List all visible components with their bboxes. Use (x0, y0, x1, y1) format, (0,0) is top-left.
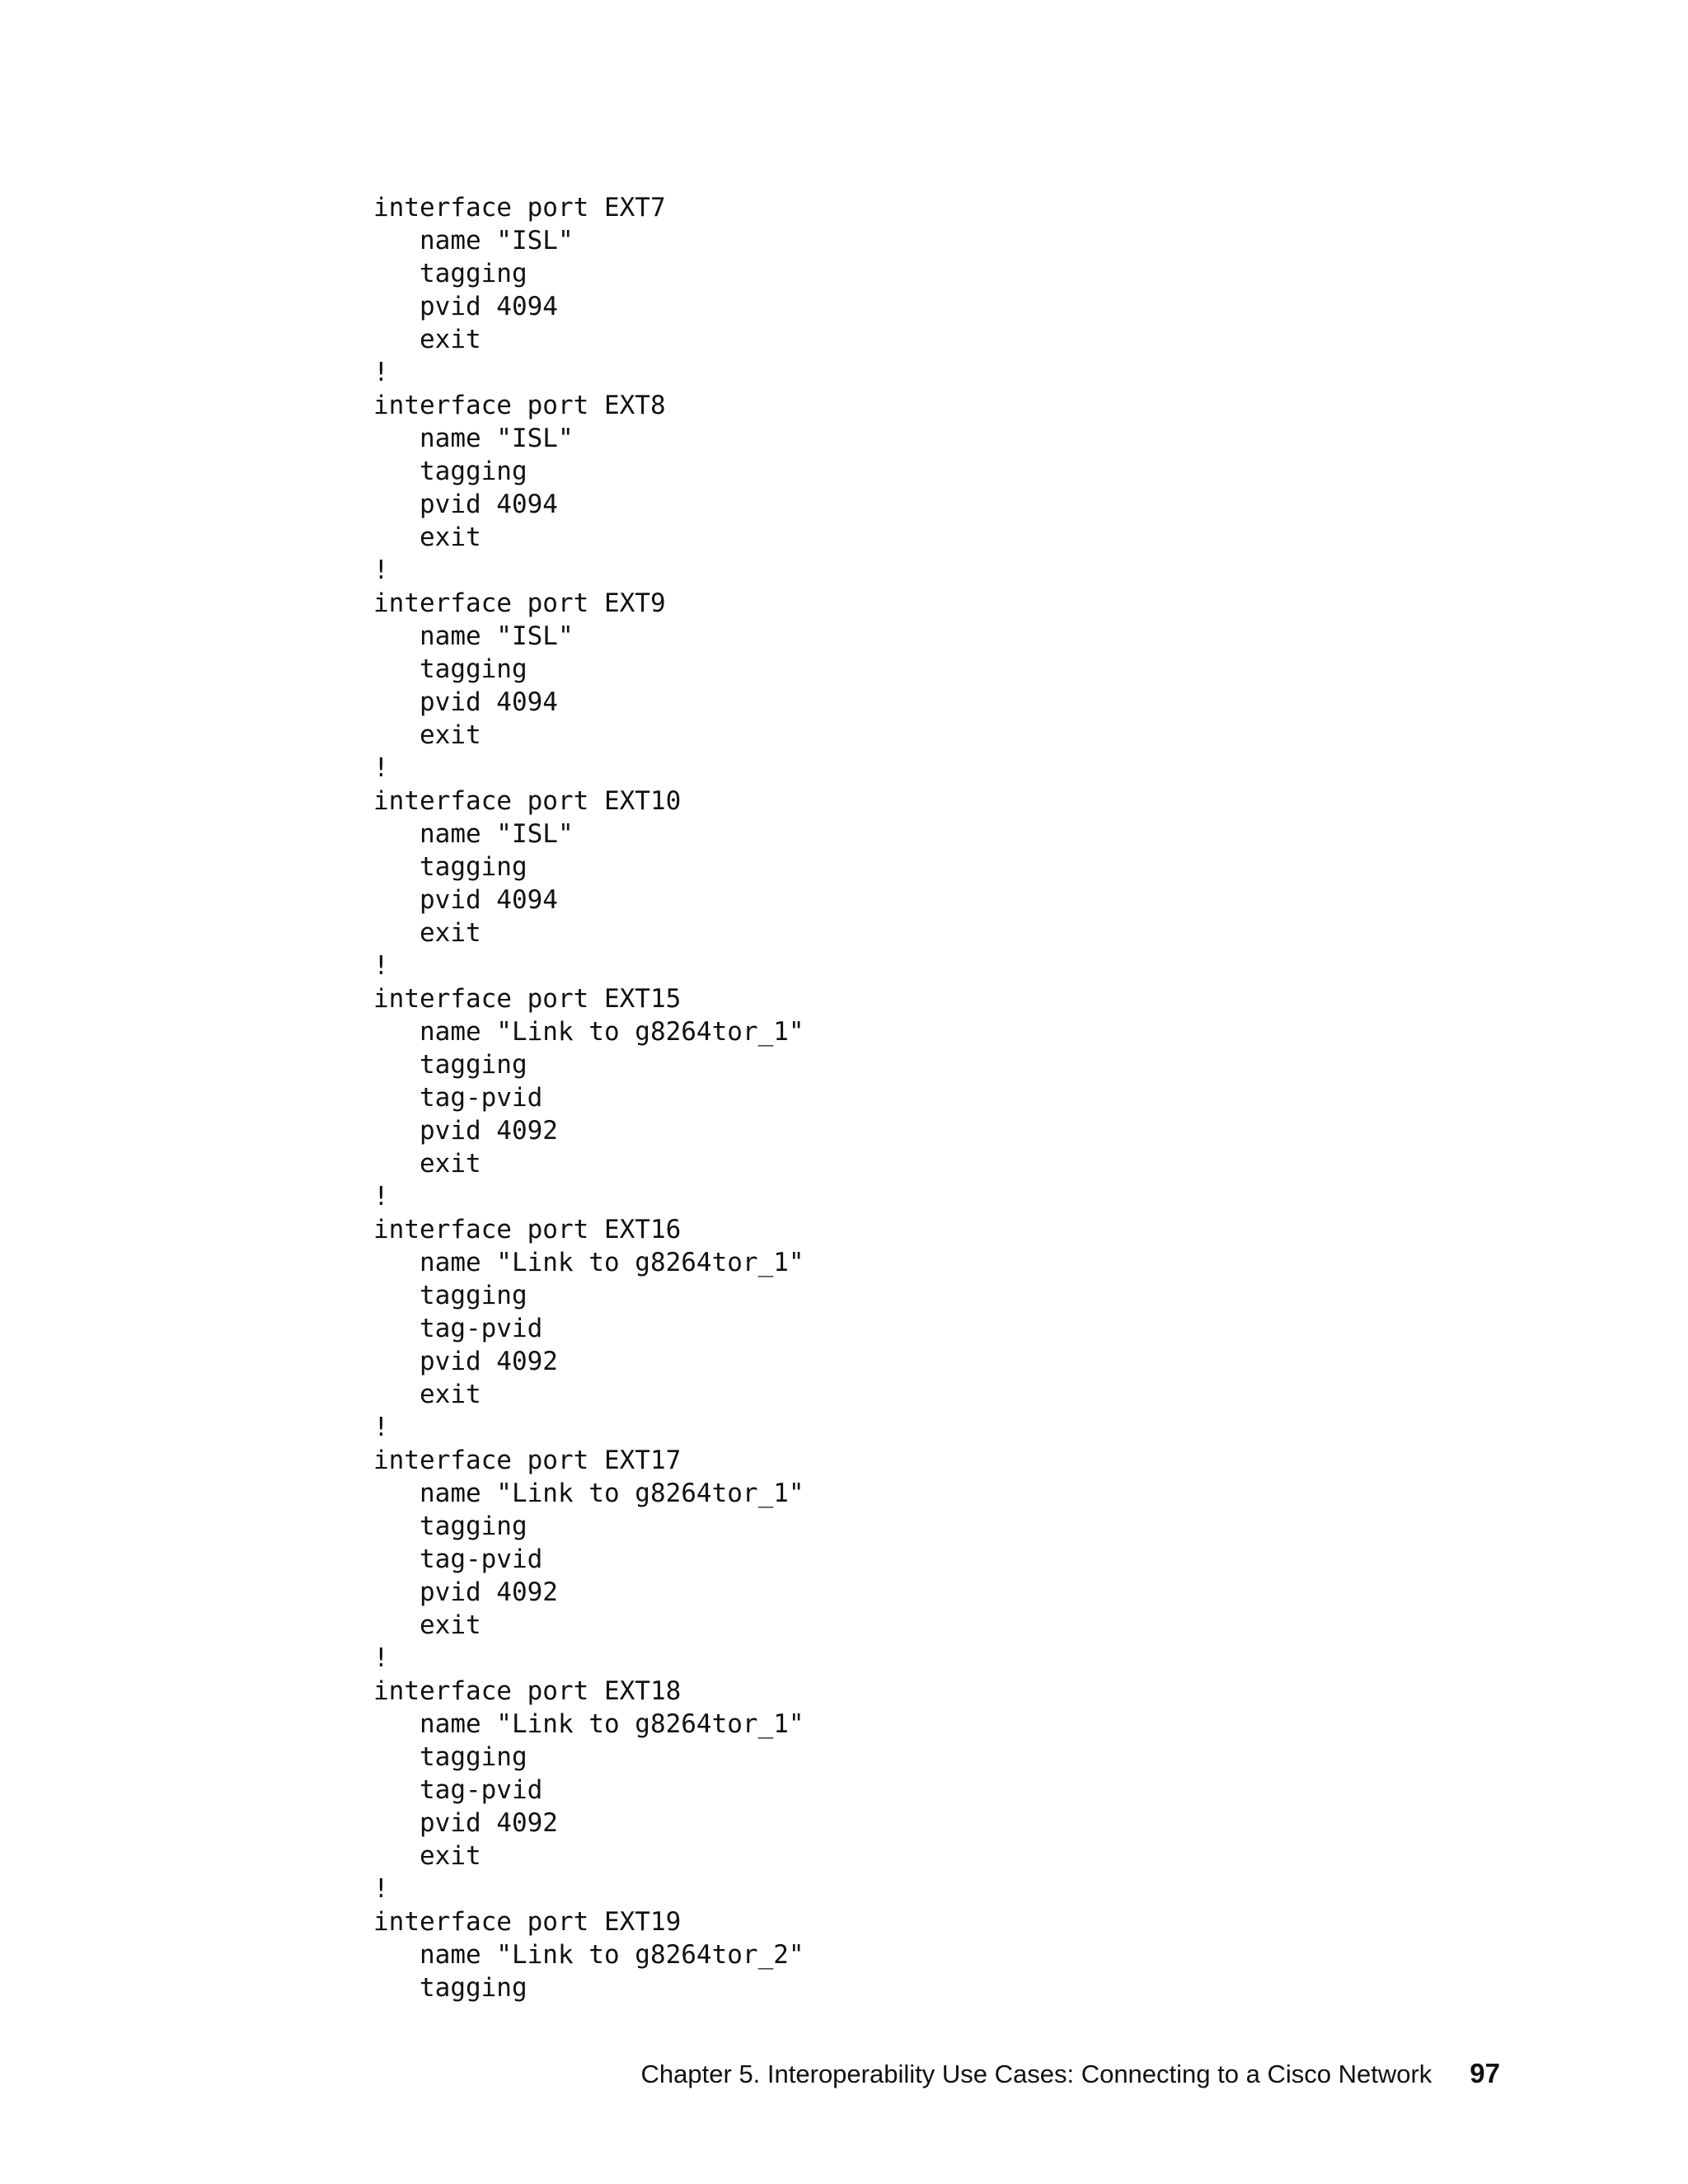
code-line: tag-pvid (373, 1544, 543, 1574)
code-line: ! (373, 1874, 389, 1904)
code-line: interface port EXT17 (373, 1446, 682, 1475)
code-line: ! (373, 555, 389, 585)
code-line: tag-pvid (373, 1314, 543, 1343)
code-line: interface port EXT10 (373, 786, 682, 816)
code-line: interface port EXT16 (373, 1215, 682, 1244)
code-line: tagging (373, 654, 528, 684)
code-line: interface port EXT18 (373, 1676, 682, 1706)
code-line: pvid 4094 (373, 885, 558, 915)
code-line: exit (373, 918, 481, 948)
code-line: ! (373, 1182, 389, 1212)
code-line: pvid 4094 (373, 687, 558, 717)
code-line: tagging (373, 1281, 528, 1310)
code-line: pvid 4092 (373, 1577, 558, 1607)
code-line: interface port EXT7 (373, 193, 666, 223)
code-line: interface port EXT9 (373, 588, 666, 618)
code-line: exit (373, 325, 481, 354)
code-line: pvid 4092 (373, 1116, 558, 1146)
config-code-block (373, 191, 804, 2004)
code-line: name "ISL" (373, 819, 574, 849)
code-line: name "Link to g8264tor_1" (373, 1479, 804, 1508)
code-line: name "Link to g8264tor_1" (373, 1017, 804, 1047)
code-line: ! (373, 1413, 389, 1442)
code-line: interface port EXT15 (373, 984, 682, 1014)
code-line: name "ISL" (373, 424, 574, 453)
code-line: interface port EXT8 (373, 391, 666, 420)
code-line: pvid 4094 (373, 490, 558, 519)
code-line: tag-pvid (373, 1775, 543, 1805)
code-line: ! (373, 358, 389, 387)
code-line: exit (373, 523, 481, 552)
code-line: exit (373, 720, 481, 750)
code-line: name "Link to g8264tor_2" (373, 1940, 804, 1970)
code-line: name "ISL" (373, 226, 574, 255)
code-line: tagging (373, 1511, 528, 1541)
code-line: exit (373, 1610, 481, 1640)
code-line: name "Link to g8264tor_1" (373, 1709, 804, 1739)
code-line: exit (373, 1149, 481, 1179)
code-line: tag-pvid (373, 1083, 543, 1113)
code-line: exit (373, 1380, 481, 1409)
footer-page-number: 97 (1470, 2058, 1500, 2088)
footer-chapter-title: Chapter 5. Interoperability Use Cases: Connecting to a Cisco Network (640, 2060, 1432, 2088)
code-line: pvid 4094 (373, 292, 558, 321)
code-line: interface port EXT19 (373, 1907, 682, 1937)
page-footer (0, 2058, 1500, 2089)
code-line: tagging (373, 457, 528, 486)
code-line: ! (373, 1643, 389, 1673)
code-line: pvid 4092 (373, 1808, 558, 1838)
code-line: name "ISL" (373, 621, 574, 651)
code-line: tagging (373, 1050, 528, 1080)
code-line: ! (373, 951, 389, 981)
code-line: tagging (373, 259, 528, 288)
code-line: ! (373, 753, 389, 783)
code-line: tagging (373, 852, 528, 882)
code-line: tagging (373, 1742, 528, 1772)
code-line: pvid 4092 (373, 1347, 558, 1376)
code-line: tagging (373, 1973, 528, 2003)
code-line: exit (373, 1841, 481, 1871)
code-line: name "Link to g8264tor_1" (373, 1248, 804, 1277)
